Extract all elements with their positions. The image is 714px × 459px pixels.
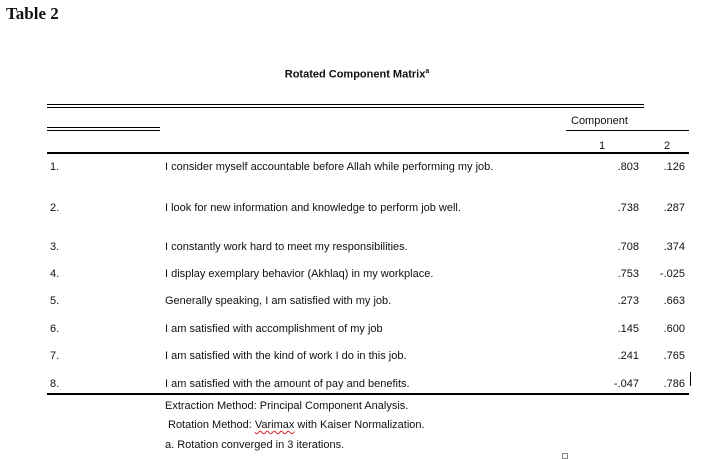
row-number: 6. [50, 323, 60, 335]
row-loading-2: .374 [663, 241, 685, 253]
table-row [0, 376, 714, 392]
row-number: 2. [50, 202, 60, 214]
component-header: Component [571, 115, 628, 127]
table-row [0, 200, 714, 216]
row-number: 5. [50, 295, 60, 307]
table-row [0, 266, 714, 282]
table-row [0, 348, 714, 364]
anchor-handle-icon [562, 453, 568, 459]
component-column-1: 1 [599, 140, 606, 152]
table-row [0, 159, 714, 175]
row-loading-1: .241 [617, 350, 639, 362]
footnote-convergence: a. Rotation converged in 3 iterations. [165, 439, 345, 451]
row-number: 1. [50, 161, 60, 173]
row-number: 7. [50, 350, 60, 362]
row-number: 3. [50, 241, 60, 253]
table-row [0, 293, 714, 309]
document-label: Table 2 [6, 4, 59, 23]
row-loading-1: .738 [617, 202, 639, 214]
row-number: 4. [50, 268, 60, 280]
stub-rule-1 [47, 127, 160, 128]
row-item-text: Generally speaking, I am satisfied with my job. [165, 295, 392, 307]
table-row [0, 239, 714, 255]
footnote-rotation-suffix: with Kaiser Normalization. [294, 419, 425, 431]
top-rule-1 [47, 104, 644, 105]
table-bottom-rule [47, 393, 689, 395]
row-item-text: I am satisfied with accomplishment of my job [165, 323, 383, 335]
row-item-text: I am satisfied with the kind of work I do in this job. [165, 350, 407, 362]
footnote-rotation [168, 419, 425, 431]
row-loading-2: -.025 [659, 268, 685, 280]
header-bottom-rule [47, 152, 689, 154]
row-loading-2: .126 [663, 161, 685, 173]
stub-rule-2 [47, 130, 160, 131]
row-item-text: I display exemplary behavior (Akhlaq) in my workplace. [165, 268, 434, 280]
table-row [0, 321, 714, 337]
component-header-rule [566, 130, 689, 131]
row-loading-1: .145 [617, 323, 639, 335]
table-title-note: a [425, 68, 430, 75]
row-loading-2: .287 [663, 202, 685, 214]
row-loading-1: .803 [617, 161, 639, 173]
row-loading-1: -.047 [613, 378, 639, 390]
top-rule-2 [47, 107, 644, 108]
row-loading-1: .753 [617, 268, 639, 280]
footnote-rotation-prefix: Rotation Method: [168, 419, 255, 431]
row-loading-2: .600 [663, 323, 685, 335]
row-item-text: I look for new information and knowledge to perform job well. [165, 202, 461, 214]
row-loading-1: .273 [617, 295, 639, 307]
footnote-rotation-name: Varimax [254, 419, 295, 431]
row-number: 8. [50, 378, 60, 390]
row-loading-2: .765 [663, 350, 685, 362]
component-column-2: 2 [664, 140, 671, 152]
row-loading-1: .708 [617, 241, 639, 253]
row-item-text: I consider myself accountable before Allah while performing my job. [165, 161, 494, 173]
table-caption [0, 68, 714, 81]
text-cursor [690, 372, 691, 386]
footnote-extraction: Extraction Method: Principal Component Analysis. [165, 400, 409, 412]
row-loading-2: .663 [663, 295, 685, 307]
row-loading-2: .786 [663, 378, 685, 390]
row-item-text: I am satisfied with the amount of pay and benefits. [165, 378, 410, 390]
table-title: Rotated Component Matrix [284, 68, 426, 81]
row-item-text: I constantly work hard to meet my responsibilities. [165, 241, 408, 253]
